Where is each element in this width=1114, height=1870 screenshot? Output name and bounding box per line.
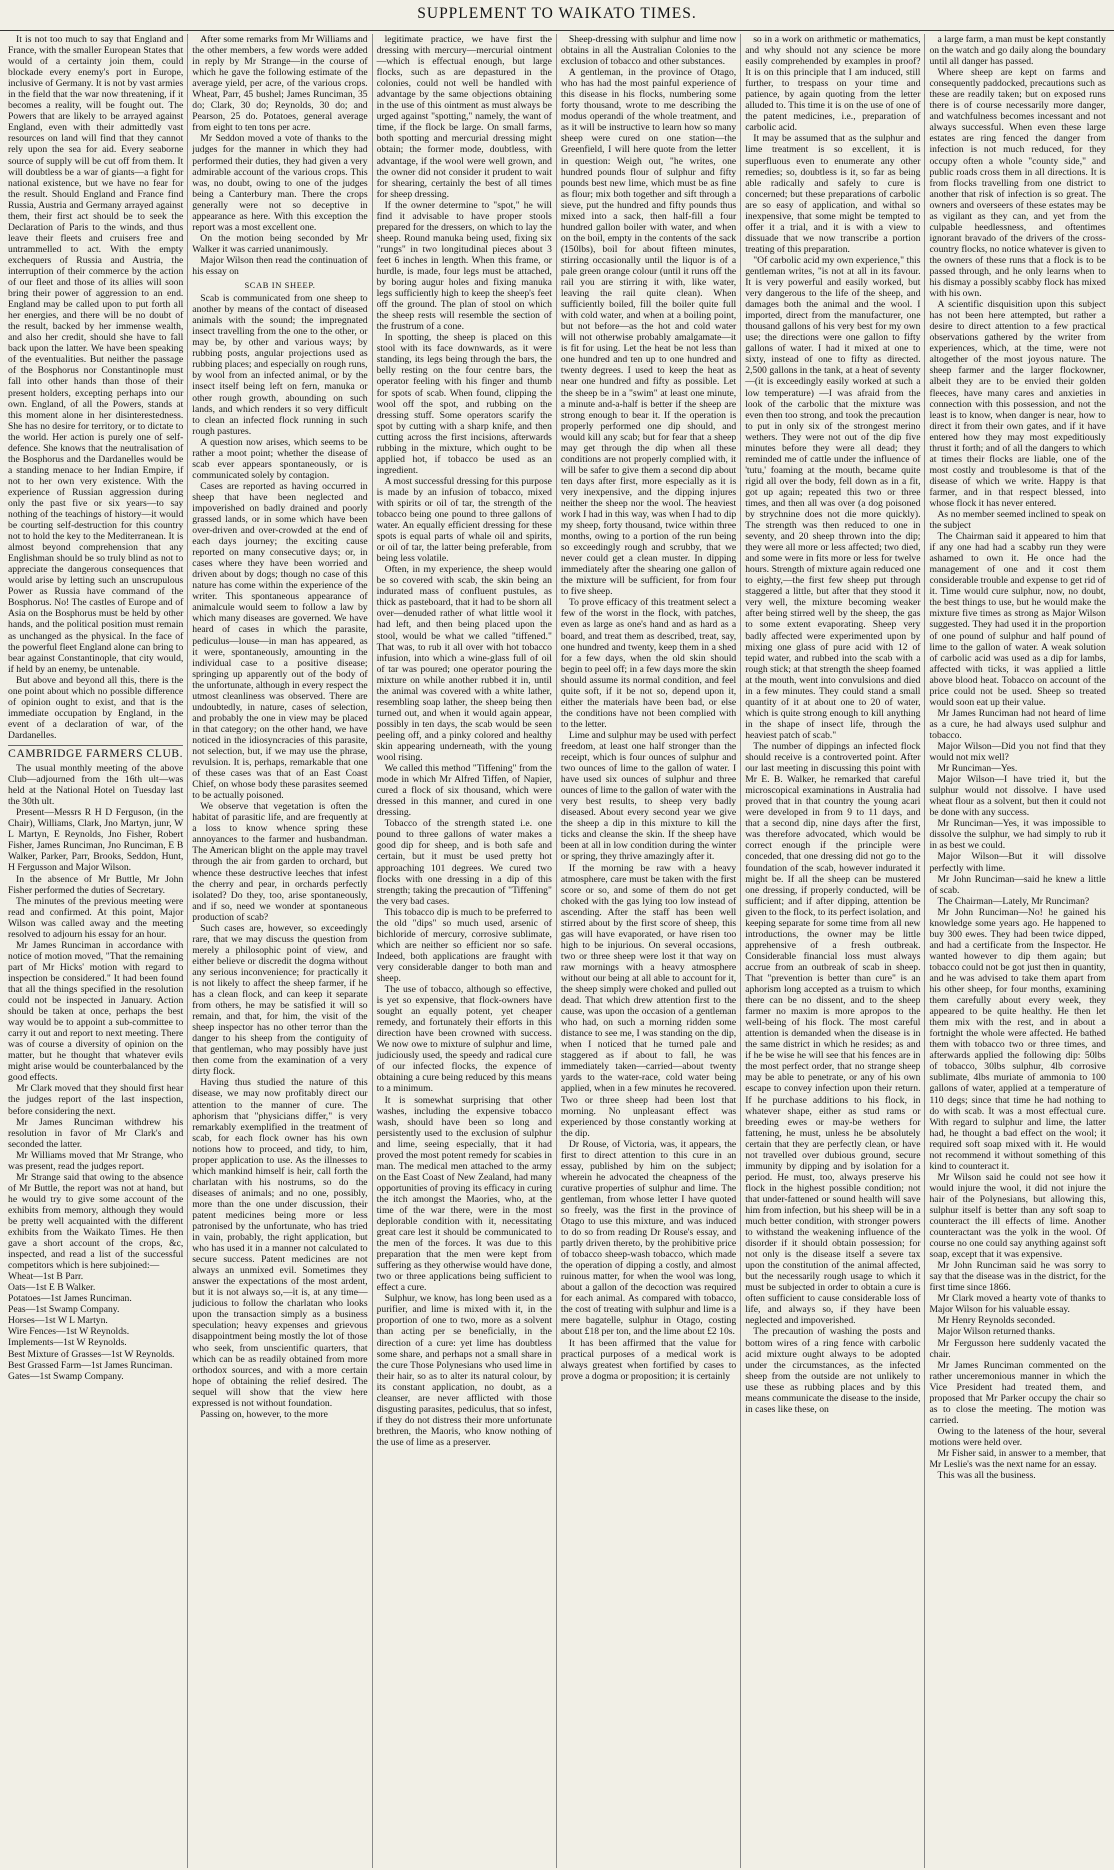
paragraph: Mr Clark moved a hearty vote of thanks to Major Wilson for his valuable essay. — [929, 1293, 1106, 1316]
column-3 — [373, 34, 557, 1868]
prize-list-item: Potatoes—1st James Runciman. — [8, 1293, 132, 1305]
column-1 — [4, 34, 188, 1868]
columns — [4, 34, 1110, 1868]
paragraph: This was all the business. — [937, 1470, 1036, 1482]
paragraph: To prove efficacy of this treatment select a few of the worst in the flock, with patches, even as large as one's hand and as hard as a board, and treat them as described, treat, say, one hundred and twenty, keep them in a shed for a few days, when the old skin should begin to peel off; in a few days more the skin should assume its normal condition, and feel quite soft, if it be not so, depend upon it, either the materials have been bad, or else the conditions have not been complied with to the letter. — [560, 597, 737, 730]
paragraph: Lime and sulphur may be used with perfect freedom, at least one half stronger than the receipt, which is four ounces of sulphur and two ounces of lime to the gallon of water. I have used six ounces of sulphur and three ounces of lime to the gallon of water with the very best results, to sheep very badly diseased. About every second year we give the sheep a dip in this mixture to kill the ticks and cleanse the skin. If the sheep have been at all in low condition during the winter or spring, they thrive amazingly after it. — [560, 729, 737, 863]
paragraph: Mr James Runciman in accordance with notice of motion moved, "That the remaining part of Mr Hicks' motion with regard to inspection be considered." It had been found that all the things specified in the resolution could not be inspected in January. Action should be taken at once, perhaps the best way would be to appoint a sub-committee to carry it out and report to next meeting. There was of course a diversity of opinion on the matter, but he thought that whatever evils might arise would be counterbalanced by the good effects. — [8, 939, 184, 1084]
paragraph: Major Wilson—Did you not find that they would not mix well? — [929, 741, 1106, 764]
column-6 — [925, 34, 1109, 1868]
paragraph: "Of carbolic acid my own experience," this gentleman writes, "is not at all in its favour. It is very powerful and easily worked, but very dangerous to the life of the sheep, and damages both the animal and the wool. I imported, direct from the manufacturer, one thousand gallons of his very best for my own use; the directions were one gallon to fifty gallons of water. I had it mixed at one to sixty, instead of one to fifty as directed. 2,500 gallons in the tank, at a heat of seventy—(it is exceedingly easily worked at such a low temperature) —I was afraid from the look of the carbolic that the mixture was even then too strong, and took the precaution to put in only six of the strongest merino wethers. They were not out of the dip five minutes before they were all dead; they reminded me of cattle under the influence of 'tutu,' foaming at the mouth, became quite rigid all over the body, fell down as in a fit, got up again; repeated this two or three times, and then all was over (a dog poisoned by strychnine does not die more quickly). The strength was then reduced to one in seventy, and 20 sheep thrown into the dip; they were all more or less affected; two died, and some were in fits more or less for twelve hours. Strength of mixture again reduced one to eighty,—the first few sheep put through staggered a little, but after that they stood it very well, the mixture becoming weaker after being stirred well by the sheep, the gas to some extent evaporating. Sheep very badly affected were experimented upon by mixing one glass of pure acid with 12 of tepid water, and rubbed into the scab with a rough stick; at that strength the sheep foamed at the mouth, went into convulsions and died in a few minutes. They could stand a small quantity of it at about one to 20 of water, which is quite strong enough to kill anything in the shape of insect life, through the heaviest patch of scab." — [745, 254, 921, 741]
paragraph: In spotting, the sheep is placed on this stool with its face downwards, as it were standing, its legs being through the bars, the belly resting on the four centre bars, the operator feeling with his finger and thumb for spots of scab. When found, clipping the wool off the spot, and rubbing on the dressing stuff. Some operators scarify the spot by cutting with a sharp knife, and then cutting across the first incisions, afterwards rubbing in the mixture, which ought to be applied hot, if tobacco be used as an ingredient. — [376, 332, 552, 476]
paragraph: Mr Runciman—Yes. — [937, 763, 1018, 775]
paragraph: Mr Henry Reynolds seconded. — [937, 1315, 1056, 1327]
paragraph: The number of dippings an infected flock should receive is a controverted point. After our last meeting in discussing this point with Mr E. B. Walker, he remarked that careful microscopical examinations in Australia had proved that in that country the young acari were developed in from 9 to 11 days, and that a second dip, nine days after the first, was therefore advocated, which would be correct enough if the principle were conceded, that one dressing did not go to the foundation of the scab, however indurated it might be. If all the sheep can be mustered one dressing, if properly conducted, will be sufficient; and if after dipping, attention be given to the flock, to its perfect isolation, and keeping separate for some time from all new introductions, the owner may be little apprehensive of a fresh outbreak. Considerable financial loss must always accrue from an outbreak of scab in sheep. That "prevention is better than cure" is an aphorism long accepted as a truism to which there can be no dissent, and to the sheep farmer no maxim is more apropos to the well-being of his flock. The most careful attention is demanded when the disease is in the same district in which he resides; as and if he be wise he will see that his fences are in the most perfect order, that no strange sheep may be able to penetrate, or any of his own escape to convey infection upon their return. If he purchase additions to his flock, in whatever shape, either as stud rams or breeding ewes or may-be wethers for fattening, he must, unless he be absolutely certain that they are perfectly clean, or have not travelled over dubious ground, secure immunity by dipping and by isolation for a period. He must, too, always preserve his flock in the highest possible condition; not that under-fattened or sound health will save him from infection, but his sheep will be in a much better condition, with stronger powers to withstand the weakening influence of the disorder if it should obtain possession; for not only is the disease itself a severe tax upon the constitution of the animal affected, but the necessarily rough usage to which it must be subjected in order to obtain a cure is often sufficient to cause considerable loss of life, and always so, if they have been neglected and impoverished. — [745, 741, 921, 1327]
column-5 — [741, 34, 925, 1868]
paragraph: We observe that vegetation is often the habitat of parasitic life, and are frequently at a loss to know whence spring these annoyances to the farmer and husbandman. The American blight on the apple may travel through the air from garden to orchard, but whence these destructive leeches that infest the cherry and pear, in orchards perfectly isolated? Do they, too, arise spontaneously, and if so, need we wonder at spontaneous production of scab? — [192, 801, 368, 923]
paragraph: In the absence of Mr Buttle, Mr John Fisher performed the duties of Secretary. — [8, 873, 184, 896]
paragraph: Having thus studied the nature of this disease, we may now profitably direct our attention to the manner of cure. The aphorism that "physicians differ," is very remarkably exemplified in the treatment of scab, for each flock owner has his own notions how to proceed, and tidy, to him, proper application to use. As the illnesses to which mankind himself is heir, call forth the charlatan with his nostrums, so do the diseases of animals; and no one, possibly, more than the one under discussion, their patent medicines being more or less patronised by the unfortunate, who has tried in vain, probably, the right application, but who has used it in a manner not calculated to secure success. Patent medicines are not always an unmixed evil. Sometimes they answer the expectations of the most ardent, but it is not always so,—it is, at any time—judicious to follow the charlatan who looks upon the transaction simply as a business speculation; heavy expenses and grievous disappointment being mostly the lot of those who seek, from unscientific quarters, that which can be as readily obtained from more orthodox sources, and with a more certain hope of obtaining the relief desired. The sequel will show that the view here expressed is not without foundation. — [192, 1077, 368, 1409]
prize-list-item: Wheat—1st B Parr. — [8, 1271, 84, 1283]
paragraph: We called this method "Tiffening" from the mode in which Mr Alfred Tiffen, of Napier, cured a flock of six thousand, which were dressed in this manner, and cured in one dressing. — [376, 763, 552, 819]
paragraph: Mr Williams moved that Mr Strange, who was present, read the judges report. — [8, 1149, 184, 1172]
paragraph: Mr James Runciman withdrew his resolution in favor of Mr Clark's and seconded the latter. — [8, 1116, 184, 1150]
sub-heading: SCAB IN SHEEP. — [244, 280, 316, 291]
prize-list-item: Gates—1st Swamp Company. — [8, 1370, 124, 1382]
paragraph: Major Wilson returned thanks. — [937, 1326, 1056, 1338]
prize-list-item: Best Grassed Farm—1st James Runciman. — [8, 1359, 173, 1371]
paragraph: A scientific disquisition upon this subject has not been here attempted, but rather a desire to direct attention to a few practical observations gathered by the writer from experiences, which, at the time, were not altogether of the most joyous nature. The sheep farmer and the larger flockowner, albeit they are to be envied their golden fleeces, have many cares and anxieties in connection with this possession, and not the least is to know, when danger is near, how to direct it from their own gates, and if it have entered how they may most expeditiously thrust it forth; and of all the dangers to which at times their flocks are liable, one of the most costly and troublesome is that of the disease of which we write. Happy is that farmer, and in that respect blessed, into whose flock it has never entered. — [929, 299, 1106, 509]
paragraph: Mr John Runciman said he was sorry to say that the disease was in the district, for the first time since 1866. — [929, 1260, 1106, 1294]
paragraph: If the morning be raw with a heavy atmosphere, care must be taken with the first score or so, and some of them do not get choked with the gas lying too low instead of ascending. After the staff has been well stirred about by the first score of sheep, this gas will have evaporated, or have risen too high to be injurious. On several occasions, two or three sheep were lost it that way on raw mornings with a heavy atmosphere without our being at all able to account for it, the sheep simply were choked and pulled out dead. That which drew attention first to the cause, was upon the occasion of a gentleman who had, on such a morning ridden some distance to see me, I was standing on the dip, when I noticed that he turned pale and staggered as if about to fall, he was immediately taken—carried—about twenty yards to the water-race, cold water being applied, when in a few minutes he recovered. Two or three sheep had been lost that morning. No unpleasant effect was experienced by those constantly working at the dip. — [560, 862, 737, 1139]
paragraph: The usual monthly meeting of the above Club—adjourned from the 16th ult—was held at the National Hotel on Tuesday last the 30th ult. — [8, 763, 184, 808]
paragraph: Sheep-dressing with sulphur and lime now obtains in all the Australian Colonies to the exclusion of tobacco and other substances. — [560, 34, 737, 68]
prize-list-item: Best Mixture of Grasses—1st W Reynolds. — [8, 1348, 175, 1360]
prize-list-item: Peas—1st Swamp Company. — [8, 1304, 120, 1316]
paragraph: It has been affirmed that the value for practical purposes of a medical work is always greatest when fortified by cases to prove a dogma or proposition; it is certainly — [560, 1337, 737, 1382]
paragraph: Mr John Runciman—No! he gained his knowledge some years ago. He happened to buy 300 ewes. They had been twice dipped, and had a certificate from the Inspector. He wanted however to dip them again; but tobacco could not be got just then in quantity, and he was advised to take them apart from his other sheep, for four months, examining them carefully about every week, they appeared to be quite healthy. He then let them mix with the rest, and in about a fortnight the whole were affected. He bathed them with tobacco two or three times, and afterwards applied the following dip: 50lbs of tobacco, 30lbs sulphur, 4lb corrosive sublimate, 4lbs muriate of ammonia to 100 gallons of water, applied at a temperature of 110 degs; since that time he had nothing to do with scab. It was a most effectual cure. With regard to sulphur and lime, the latter had, he thought a bad effect on the wool; it required soft soap mixed with it. He would not recommend it without something of this kind to counteract it. — [929, 906, 1106, 1172]
page-title: SUPPLEMENT TO WAIKATO TIMES. — [417, 5, 697, 22]
column-4 — [557, 34, 741, 1868]
paragraph: It is somewhat surprising that other washes, including the expensive tobacco wash, should have been so long and persistently used to the exclusion of sulphur and lime, seeing especially, that it had proved the most potent remedy for scabies in man. The medical men attached to the army on the East Coast of New Zealand, had many opportunities of proving its efficacy in curing the itch amongst the Maories, who, at the time of the war there, were in the most deplorable condition with it, necessitating great care lest it should be communicated to the men of the forces. It was due to this preparation that the men were kept from suffering as they otherwise would have done, two or three applications being sufficient to effect a cure. — [376, 1094, 552, 1294]
paragraph: Tobacco of the strength stated i.e. one pound to three gallons of water makes a good dip for sheep, and is both safe and certain, but it must be used pretty hot approaching 101 degrees. We cured two flocks with one dressing in a dip of this strength; taking the precaution of "Tiffening" the very bad cases. — [376, 818, 552, 907]
paragraph: After some remarks from Mr Williams and the other members, a few words were added in reply by Mr Strange—in the course of which he gave the following estimate of the average yield, per acre, of the various crops. Wheat, Parr, 45 bushel; James Runciman, 35 do; Clark, 30 do; Reynolds, 30 do; and Pearson, 25 do. Potatoes, general average from eight to ten tons per acre. — [192, 34, 368, 134]
paragraph: Present—Messrs R H D Ferguson, (in the Chair), Williams, Clark, Jno Martyn, junr, W L Martyn, E Reynolds, Jno Fisher, Robert Fisher, James Runciman, Jno Runciman, E B Walker, Parker, Parr, Brooks, Seddon, Hunt, H Fergusson and Major Wilson. — [8, 807, 184, 874]
paragraph: Such cases are, however, so exceedingly rare, that we may discuss the question from merely a philosophic point of view, and either believe or discredit the dogma without any serious inconvenience; for practically it is not likely to affect the sheep farmer, if he has a clean flock, and can keep it separate from others, he may be satisfied it will so remain, and that, for him, the visit of the sheep inspector has no other terror than the danger to his sheep from the contiguity of that gentleman, who may possibly have just then come from the examination of a very dirty flock. — [192, 922, 368, 1078]
paragraph: Mr James Runciman had not heard of lime as a cure, he had always used sulphur and tobacco. — [929, 707, 1106, 741]
paragraph: Cases are reported as having occurred in sheep that have been neglected and impoverished on badly drained and poorly grassed lands, or in some which have been over-driven and over-crowded at the end of each days journey; the exciting cause reported on many consecutive days; or, in cases where they have been worried and driven about by dogs; though no case of this nature has come within the experience of the writer. This spontaneous appearance of animalcule would seem to follow a law by which many diseases are governed. We have heard of cases in which the parasite, pediculus—louse—in man has appeared, as it were, spontaneously, amounting in the individual case to a positive disease; springing up apparently out of the body of the unfortunate, although in every respect the utmost cleanliness was observed. There are undoubtedly, in nature, cases of selection, and probably the one in view may be placed in that category; on the other hand, we have noticed in the idiosyncracies of this parasite, not selection, but, if we may use the phrase, revulsion. It is, perhaps, remarkable that one of these cases was that of an East Coast Chief, on whose body these parasites seemed to be actually poisoned. — [192, 480, 368, 802]
paragraph: A question now arises, which seems to be rather a moot point; whether the disease of scab ever appears spontaneously, or is communicated solely by contagion. — [192, 436, 368, 481]
paragraph: It may be assumed that as the sulphur and lime treatment is so excellent, it is superfluous even to enumerate any other remedies; so, doubtless is it, so far as being able radically and safely to cure is concerned; but these preparations of carbolic are so easy of application, and withal so inexpensive, that some might be tempted to offer it a trial, and it is with a view to dissuade that we now transcribe a portion treating of this preparation. — [745, 133, 921, 255]
masthead — [0, 0, 1114, 31]
paragraph: Owing to the lateness of the hour, several motions were held over. — [929, 1425, 1106, 1448]
column-2 — [188, 34, 372, 1868]
paragraph: Passing on, however, to the more — [200, 1408, 328, 1420]
paragraph: Mr Fisher said, in answer to a member, that Mr Leslie's was the next name for an essay. — [929, 1448, 1106, 1471]
paragraph: This tobacco dip is much to be preferred to the old "dips" so much used, arsenic of bichloride of mercury, corrosive sublimate, which are neither so efficient nor so safe. Indeed, both applications are fraught with very considerable danger to both man and sheep. — [376, 906, 552, 984]
paragraph: As no member seemed inclined to speak on the subject — [929, 509, 1106, 532]
paragraph: Mr Fergusson here suddenly vacated the chair. — [929, 1337, 1106, 1360]
paragraph: Scab is communicated from one sheep to another by means of the contact of diseased animals with the sound; the impregnated insect travelling from the one to the other, or may be, by other and various ways; by rubbing posts, angular projections used as rubbing places; and especially on rough runs, by wool from an infected animal, or by the insect itself being left on fern, manuka or other rough growth, abounding on such lands, and which renders it so very difficult to clean an infected flock running in such rough pastures. — [192, 293, 368, 437]
paragraph: Often, in my experience, the sheep would be so covered with scab, the skin being an indurated mass of confluent pustules, as thick as pasteboard, that it had to be shorn all over—denuded rather of what little wool it had left, and then being placed upon the stool, would be what we called "tiffened." That was, to rub it all over with hot tobacco infusion, into which a wine-glass full of oil of tar was poured; one operator pouring the mixture on while another rubbed it in, until the animal was covered with a white lather, resembling soap lather, the sheep being then turned out, and when it would again appear, possibly in ten days, the scab would be seen peeling off, and a pinky colored and healthy skin appearing underneath, with the young wool rising. — [376, 564, 552, 764]
paragraph: legitimate practice, we have first the dressing with mercury—mercurial ointment—which is effectual enough, but large flocks, such as are depastured in the colonies, could not well be handled with advantage by the same objections obtaining in the use of this ointment as must always be urged against "spotting," namely, the want of time, if the flock be large. On small farms, both spotting and mercurial dressing might obtain; the former mode, doubtless, with advantage, if the wool were well grown, and the owner did not consider it prudent to wait for shearing, certainly the best of all times for sheep dressing. — [376, 34, 552, 200]
paragraph: Mr Clark moved that they should first hear the judges report of the last inspection, before considering the next. — [8, 1083, 184, 1117]
paragraph: The minutes of the previous meeting were read and confirmed. At this point, Major Wilson was called away and the meeting resolved to adjourn his essay for an hour. — [8, 895, 184, 940]
paragraph: Mr Wilson said he could not see how it would injure the wool, it did not injure the hair of the Polynesians, but allowing this, sulphur itself is better than any soft soap to counteract the ill effects of lime. Another counteractant was the yolk in the wool. Of course no one could say anything against soft soap, except that it was expensive. — [929, 1171, 1106, 1261]
paragraph: Dr Rouse, of Victoria, was, it appears, the first to direct attention to this cure in an essay, published by him on the subject; wherein he advocated the cheapness of the curative properties of sulphur and lime. The gentleman, from whose letter I have quoted so freely, was the first in the province of Otago to use this mixture, and was induced to do so from reading Dr Rouse's essay, and partly driven thereto, by the prohibitive price of tobacco sheep-wash tobacco, which made the operation of dipping a costly, and almost ruinous matter, for when the wool was long, about a gallon of the decoction was required for each animal. As compared with tobacco, the cost of treating with sulphur and lime is a mere bagatelle, sulphur in Otago, costing about £18 per ton, and the lime about £2 10s. — [560, 1138, 737, 1338]
paragraph: A gentleman, in the province of Otago, who has had the most painful experience of this disease in his flocks, numbering some forty thousand, wrote to me describing the modus operandi of the whole treatment, and as it will be instructive to learn how so many sheep were cured on one station—the Greenfield, I will here quote from the letter in question: Weigh out, "he writes, one hundred pounds flour of sulphur and fifty pounds best new lime, which must be as fine as flour; mix both together and sift through a sieve, put the hundred and fifty pounds thus mixed into a sack, then half-fill a four hundred gallon boiler with water, and when on the boil, empty in the contents of the sack (150lbs), boil for about fifteen minutes, stirring occasionally until the liquor is of a pale green orange colour (until it runs off the rail you are stirring it with, like water, leaving the rail quite clean). When sufficiently boiled, fill the boiler quite full with cold water, and when at a boiling point, but not before—as the hot and cold water will not otherwise probably amalgamate—it is fit for using. Let the heat be not less than one hundred and ten up to one hundred and twenty degrees. I used to keep the heat as near one hundred and fifty as possible. Let the sheep be in a "swim" at least one minute, a minute and-a-half is better if the sheep are strong enough to bear it. If the operation is properly performed one dip should, and would kill any scab; but for fear that a sheep may get through the dip when all these conditions are not properly complied with, it will be safer to give them a second dip about ten days after first, more especially as it is very inexpensive, and the dipping injures neither the sheep nor the wool. The heaviest work I had in this way, was when I had to dip my sheep, forty thousand, twice within three months, owing to a portion of the run being so exceedingly rough and scrubby, that we never could get a clean muster. In dipping immediately after the shearing one gallon of the mixture will be sufficient, for from four to five sheep. — [560, 67, 737, 598]
paragraph: Major Wilson—I have tried it, but the sulphur would not dissolve. I have used wheat flour as a solvent, but then it could not be done with any success. — [929, 774, 1106, 819]
paragraph: But above and beyond all this, there is the one point about which no possible difference of opinion ought to exist, and that is the immediate occupation by England, in the event of a declaration of war, of the Dardanelles. — [8, 674, 184, 741]
paragraph: Mr James Runciman commented on the rather unceremonious manner in which the Vice President had treated them, and proposed that Mr Parker occupy the chair so as to close the meeting. The motion was carried. — [929, 1359, 1106, 1426]
paragraph: Mr Runciman—Yes, it was impossible to dissolve the sulphur, we had simply to rub it in as best we could. — [929, 818, 1106, 852]
paragraph: Major Wilson—But it will dissolve perfectly with lime. — [929, 851, 1106, 874]
section-heading: CAMBRIDGE FARMERS CLUB. — [8, 745, 183, 760]
paragraph: The Chairman—Lately, Mr Runciman? — [937, 895, 1090, 907]
prize-list-item: Oats—1st E B Walker. — [8, 1282, 96, 1294]
paragraph: The Chairman said it appeared to him that if any one had had a scabby run they were ashamed to own it. He once had the management of one and it cost them considerable trouble and expense to get rid of it. Time would cure sulphur, now, no doubt, the best things to use, but he would make the mixture five times as strong as Major Wilson suggested. They had used it in the proportion of one pound of sulphur and half pound of lime to the gallon of water. A weak solution of carbolic acid was used as a dip for lambs, affected with ticks, it was applied a little above blood heat. Tobacco on account of the price could not be used. Sheep so treated would soon eat up their value. — [929, 531, 1106, 708]
paragraph: Major Wilson then read the continuation of his essay on — [192, 254, 368, 277]
paragraph: The use of tobacco, although so effective, is yet so expensive, that flock-owners have sought an equally potent, yet cheaper remedy, and fortunately their efforts in this direction have been crowned with success. We now owe to mixture of sulphur and lime, judiciously used, the speedy and radical cure of our infected flocks, the expence of obtaining a cure being reduced by this means to a minimum. — [376, 984, 552, 1095]
paragraph: On the motion being seconded by Mr Walker it was carried unanimously. — [192, 232, 368, 255]
paragraph: Where sheep are kept on farms and consequently paddocked, precautions such as these are readily taken; but on exposed runs there is of course necessarily more danger, and watchfulness becomes incessant and not always successful. When even these large estates are ring fenced the danger from infection is not much reduced, for they occupy often a whole "county side," and public roads cross them in all directions. It is from flocks travelling from one district to another that risk of infection is so great. The owners and overseers of these estates may be as vigilant as they can, and yet from the culpable heedlessness, and oftentimes ignorant bravado of the drivers of the cross-country flocks, no notice whatever is given to the owners of these runs that a flock is to be passed through, and he only learns when to his dismay a possibly scabby flock has mixed with his own. — [929, 67, 1106, 300]
paragraph: It is not too much to say that England and France, with the smaller European States that would of a certainty join them, could blockade every enemy's port in Europe, inclusive of Germany. It is not by vast armies in the field that the war now threatening, if it becomes a reality, will be fought out. The Powers that are likely to be arrayed against England, even with their admittedly vast resources on land will find that they cannot rely upon the sea for aid. Every seaborne source of supply will be cut off from them. It will doubtless be a war of giants—a fight for national existence, but we have no fear for the result. Should England and France find Russia, Austria and Germany arrayed against them, their first act should be to seek the Declaration of Paris to the winds, and thus leave their fleets and cruisers free and untrammelled to act. With the empty exchequers of Russia and Austria, the interruption of their commerce by the action of our fleet and those of its allies will soon bring their power of aggression to an end. England may be called upon to put forth all her energies, and there will be no doubt of the result, backed by her immense wealth, and also her credit, should she have to fall back upon the latter. We have been speaking of the eventualities. But neither the passage of the Bosphorus nor Constantinople must fall into other hands than those of their present holders, excepting perhaps into our own. England, of all the Powers, stands at this moment alone in her disinterestedness. She has no desire for territory, or to dictate to the world. Her action is purely one of self-defence. She knows that the neutralisation of the Bosphorus and the Dardanelles would be a standing menace to her Indian Empire, if not to her own very existence. With the experience of Russian aggression during only the past five or six years—to say nothing of the teachings of history—it would be courting self-destruction for this country not to hold the key to the Mediterranean. It is almost beyond comprehension that any Englishman should be so truly blind as not to appreciate the dangerous consequences that would arise by letting such an unscrupulous Power as Russia have command of the Bosphorus. No! The castles of Europe and of Asia on the Bosphorus must be held by other hands, and the political position must remain as unchanged as the physical. In the face of the powerful fleet England alone can bring to bear against Constantinople, that city would, if held by an enemy, be untenable. — [8, 34, 184, 675]
prize-list-item: Implements—1st W Reynolds. — [8, 1337, 127, 1349]
paragraph: Mr John Runciman—said he knew a little of scab. — [929, 873, 1106, 896]
paragraph: If the owner determine to "spot," he will find it advisable to have proper stools prepared for the dressers, on which to lay the sheep. Round manuka being used, fixing six "rungs" in two longitudinal pieces about 3 feet 6 inches in length. When this frame, or hurdle, is made, four legs must be attached, by boring augur holes and fixing manuka legs sufficiently high to keep the sheep's feet off the ground. The plan of stool on which the sheep rests will resemble the section of the frustrum of a cone. — [376, 199, 552, 333]
paragraph: Sulphur, we know, has long been used as a purifier, and lime is mixed with it, in the proportion of one to two, more as a solvent than acting per se beneficially, in the direction of a cure: yet lime has doubtless some share, and perhaps not a small share in the cure Those Polynesians who used lime in their hair, so as to alter its natural colour, by its constant application, no doubt, as a cleanser, are never afflicted with those disgusting parasites, pediculus, that so infest, if they do not distress their more unfortunate brethren, the Maoris, who know nothing of the use of lime as a preserver. — [376, 1293, 552, 1448]
paragraph: A most successful dressing for this purpose is made by an infusion of tobacco, mixed with spirits or oil of tar, the strength of the tobacco being one pound to three gallons of water. An equally efficient dressing for these spots is equal parts of whale oil and spirits, or oil of tar, the latter being preferable, from being less volatile. — [376, 475, 552, 565]
prize-list-item: Wire Fences—1st W Reynolds. — [8, 1326, 130, 1338]
paragraph: so in a work on arithmetic or mathematics, and why should not any science be more easily comprehended by examples in proof? It is on this principle that I am induced, still further, to trespass on your time and patience, by again quoting from the letter alluded to. This time it is on the use of one of the patent medicines, i.e., preparation of carbolic acid. — [745, 34, 921, 134]
paragraph: a large farm, a man must be kept constantly on the watch and go daily along the boundary until all danger has passed. — [929, 34, 1106, 68]
paragraph: Mr Seddon moved a vote of thanks to the judges for the manner in which they had performed their duties, they had given a very admirable account of the various crops. This was, no doubt, owing to one of the judges being a Canterbury man. There the crops generally were not so deceptive in appearance as here. With this exception the report was a most excellent one. — [192, 133, 368, 233]
paragraph: Mr Strange said that owing to the absence of Mr Buttle, the report was not at hand, but he would try to give some account of the exhibits from memory, although they would be pretty well acquainted with the different exhibits from the Waikato Times. He then gave a short account of the crops, &c, inspected, and read a list of the successful competitors which is here subjoined:— — [8, 1171, 184, 1272]
prize-list-item: Horses—1st W L Martyn. — [8, 1315, 108, 1327]
paragraph: The precaution of washing the posts and bottom wires of a ring fence with carbolic acid mixture ought always to be adopted under the circumstances, as the infected sheep from the outside are not unlikely to use these as rubbing places and by this means communicate the disease to the inside, in cases like these, on — [745, 1326, 921, 1415]
